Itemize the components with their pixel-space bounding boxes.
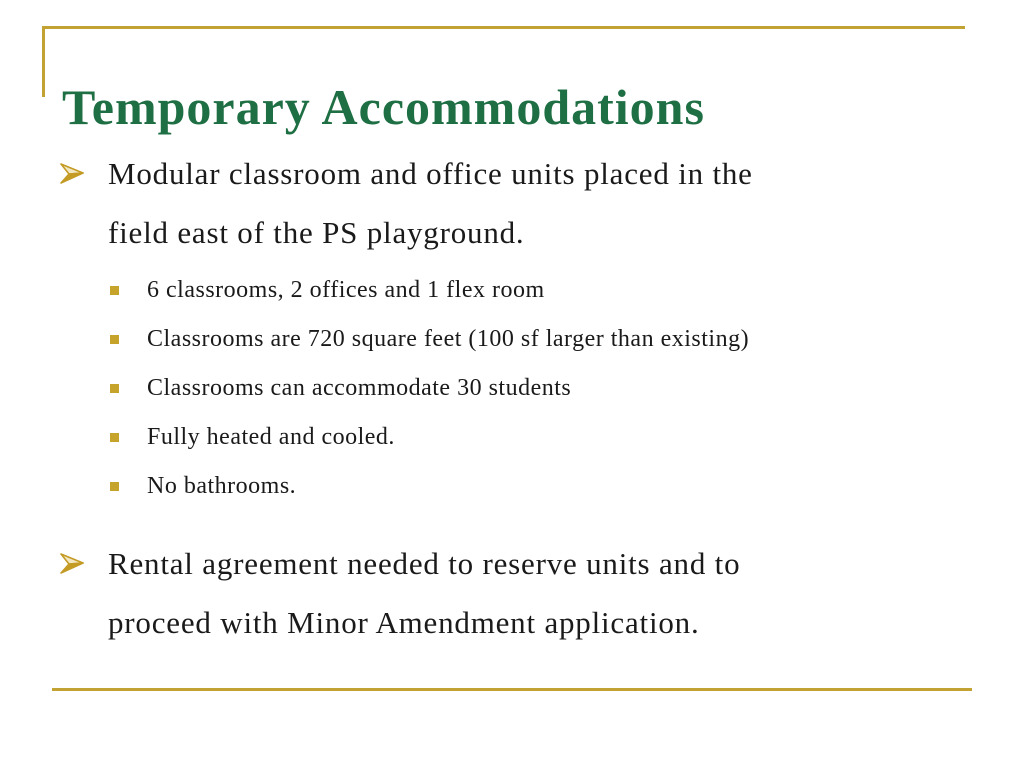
arrowhead-bullet-icon [60,553,85,574]
sub-bullet-item: Classrooms can accommodate 30 students [147,364,887,413]
arrowhead-bullet-icon [60,163,85,184]
bullet-item [108,534,908,652]
sub-bullet-item: No bathrooms. [147,462,887,511]
bullet-text-line: Rental agreement needed to reserve units and to [108,546,741,581]
sub-bullet-item: Classrooms are 720 square feet (100 sf larger than existing) [147,315,887,364]
bottom-divider-line [52,688,972,691]
top-divider-line [42,26,965,29]
bullet-text-line: proceed with Minor Amendment application. [108,605,700,640]
bullet-item [108,144,908,262]
sub-bullet-list [147,266,887,511]
title-accent-line [42,26,45,97]
slide-title: Temporary Accommodations [62,78,705,135]
bullet-text-line: field east of the PS playground. [108,215,525,250]
bullet-text-line: Modular classroom and office units placed in the [108,156,753,191]
sub-bullet-item: Fully heated and cooled. [147,413,887,462]
sub-bullet-item: 6 classrooms, 2 offices and 1 flex room [147,266,887,315]
